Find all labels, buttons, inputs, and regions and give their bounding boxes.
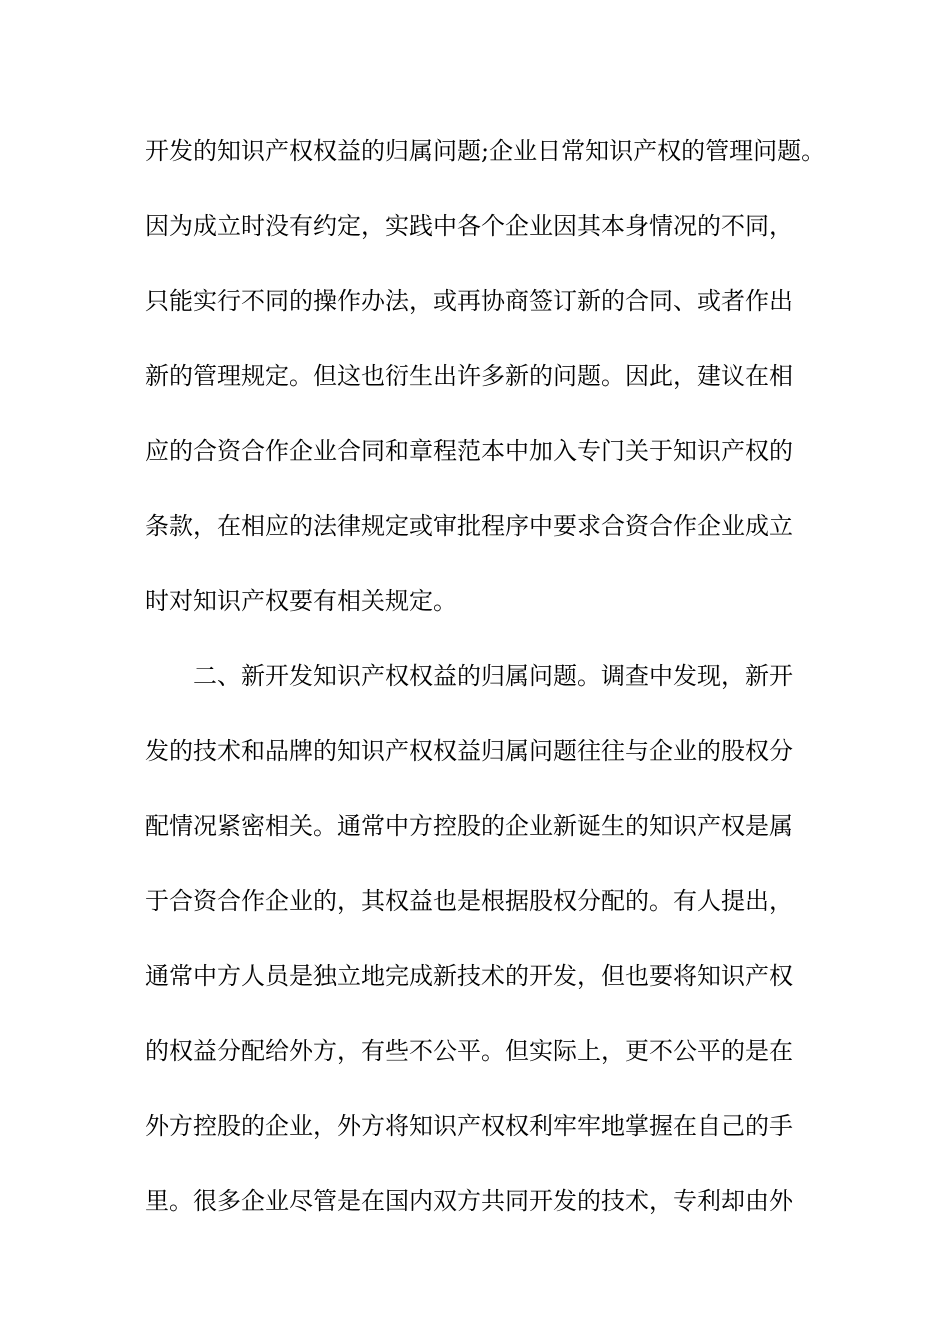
text-line: 的权益分配给外方，有些不公平。但实际上，更不公平的是在	[145, 1037, 793, 1065]
text-line: 配情况紧密相关。通常中方控股的企业新诞生的知识产权是属	[145, 812, 793, 840]
text-line: 条款，在相应的法律规定或审批程序中要求合资合作企业成立	[145, 512, 793, 540]
paragraph-start-line: 二、新开发知识产权权益的归属问题。调查中发现，新开	[193, 662, 793, 690]
text-line: 发的技术和品牌的知识产权权益归属问题往往与企业的股权分	[145, 737, 793, 765]
text-line: 里。很多企业尽管是在国内双方共同开发的技术，专利却由外	[145, 1187, 793, 1215]
text-line: 开发的知识产权权益的归属问题;企业日常知识产权的管理问题。	[145, 137, 826, 165]
text-line: 因为成立时没有约定，实践中各个企业因其本身情况的不同，	[145, 212, 793, 240]
text-line: 时对知识产权要有相关规定。	[145, 587, 457, 615]
text-line: 应的合资合作企业合同和章程范本中加入专门关于知识产权的	[145, 437, 793, 465]
text-line: 只能实行不同的操作办法，或再协商签订新的合同、或者作出	[145, 287, 793, 315]
text-line: 通常中方人员是独立地完成新技术的开发，但也要将知识产权	[145, 962, 793, 990]
text-line: 于合资合作企业的，其权益也是根据股权分配的。有人提出，	[145, 887, 793, 915]
text-line: 外方控股的企业，外方将知识产权权利牢牢地掌握在自己的手	[145, 1112, 793, 1140]
text-line: 新的管理规定。但这也衍生出许多新的问题。因此，建议在相	[145, 362, 793, 390]
